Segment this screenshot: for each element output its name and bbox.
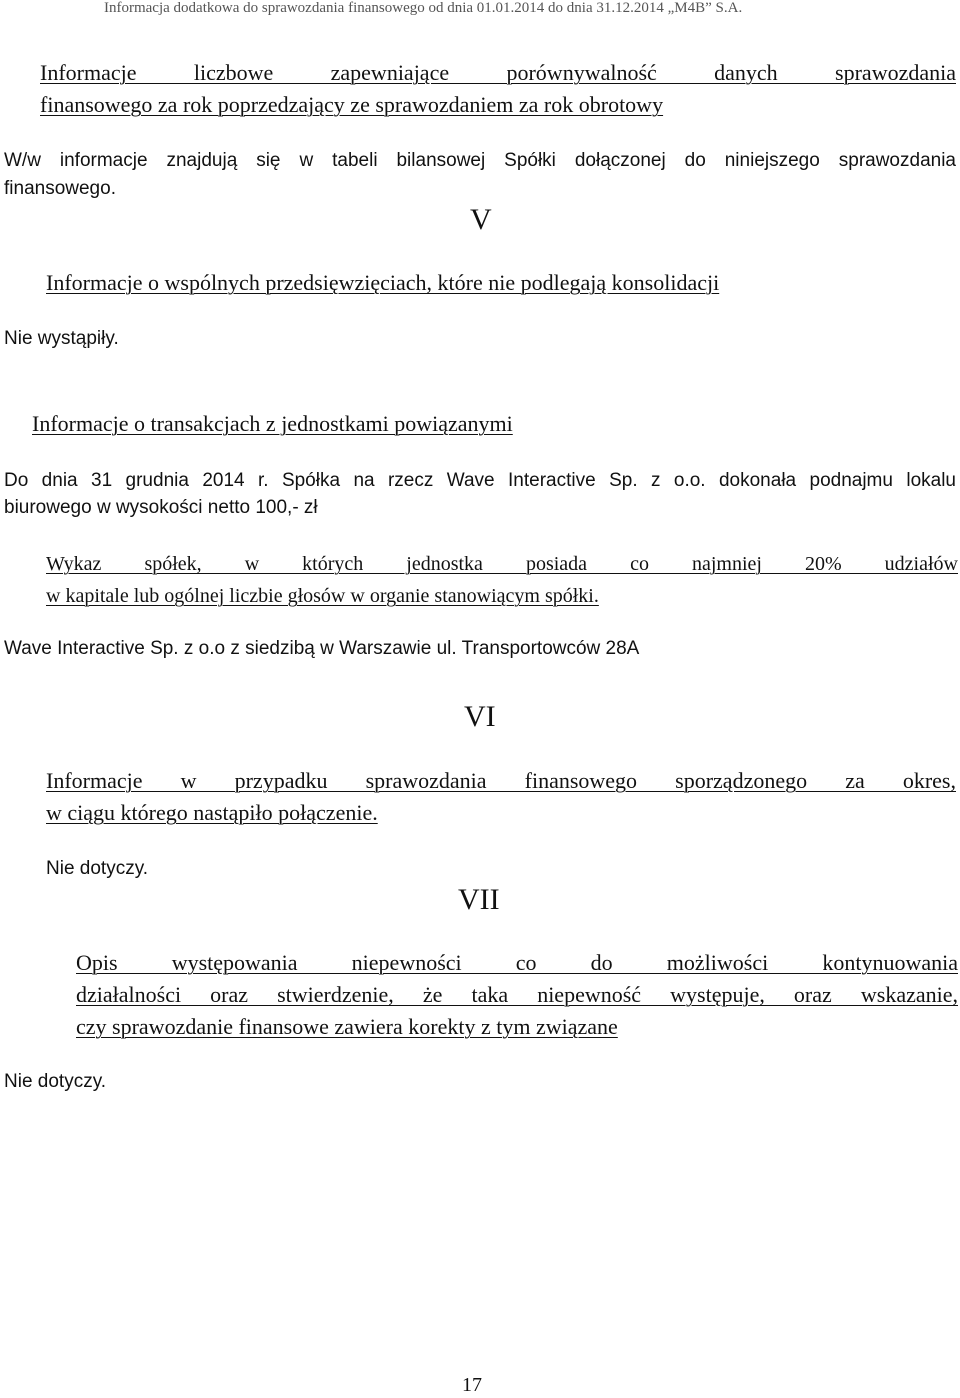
going-concern-answer: Nie dotyczy. <box>4 1071 107 1092</box>
comparability-heading-line2: finansowego za rok poprzedzający ze sprawozdaniem za rok obrotowy <box>40 92 664 117</box>
comparability-body-line1: W/w informacje znajdują się w tabeli bilansowej Spółki dołączonej do niniejszego sprawozdania <box>4 150 956 171</box>
merger-heading-line1: Informacje w przypadku sprawozdania finansowego sporządzonego za okres, <box>46 768 956 793</box>
going-concern-heading-line3: czy sprawozdanie finansowe zawiera korekty z tym związane <box>76 1014 618 1039</box>
page-number: 17 <box>462 1374 482 1396</box>
merger-heading-line2: w ciągu którego nastąpiło połączenie. <box>46 800 378 825</box>
comparability-heading-line1: Informacje liczbowe zapewniające porównywalność danych sprawozdania <box>40 60 956 85</box>
section-vii-numeral: VII <box>458 883 500 916</box>
comparability-body-line2: finansowego. <box>4 178 116 199</box>
page-header: Informacja dodatkowa do sprawozdania finansowego od dnia 01.01.2014 do dnia 31.12.2014 „M4B” S.A. <box>104 0 743 16</box>
joint-ventures-answer: Nie wystąpiły. <box>4 328 119 349</box>
going-concern-heading-line1: Opis występowania niepewności co do możliwości kontynuowania <box>76 950 958 975</box>
companies-heading-line2: w kapitale lub ogólnej liczbie głosów w organie stanowiącym spółki. <box>46 585 599 607</box>
section-vi-numeral: VI <box>464 700 496 733</box>
related-transactions-heading: Informacje o transakcjach z jednostkami powiązanymi <box>32 411 513 436</box>
joint-ventures-heading: Informacje o wspólnych przedsięwzięciach, które nie podlegają konsolidacji <box>46 270 720 295</box>
companies-heading-line1: Wykaz spółek, w których jednostka posiada co najmniej 20% udziałów <box>46 553 958 575</box>
companies-answer: Wave Interactive Sp. z o.o z siedzibą w Warszawie ul. Transportowców 28A <box>4 638 640 659</box>
merger-answer: Nie dotyczy. <box>46 858 149 879</box>
section-v-numeral: V <box>470 203 492 236</box>
going-concern-heading-line2: działalności oraz stwierdzenie, że taka niepewność występuje, oraz wskazanie, <box>76 982 958 1007</box>
related-transactions-line2: biurowego w wysokości netto 100,- zł <box>4 497 318 518</box>
related-transactions-line1: Do dnia 31 grudnia 2014 r. Spółka na rzecz Wave Interactive Sp. z o.o. dokonała podnajmu lokalu <box>4 470 956 491</box>
